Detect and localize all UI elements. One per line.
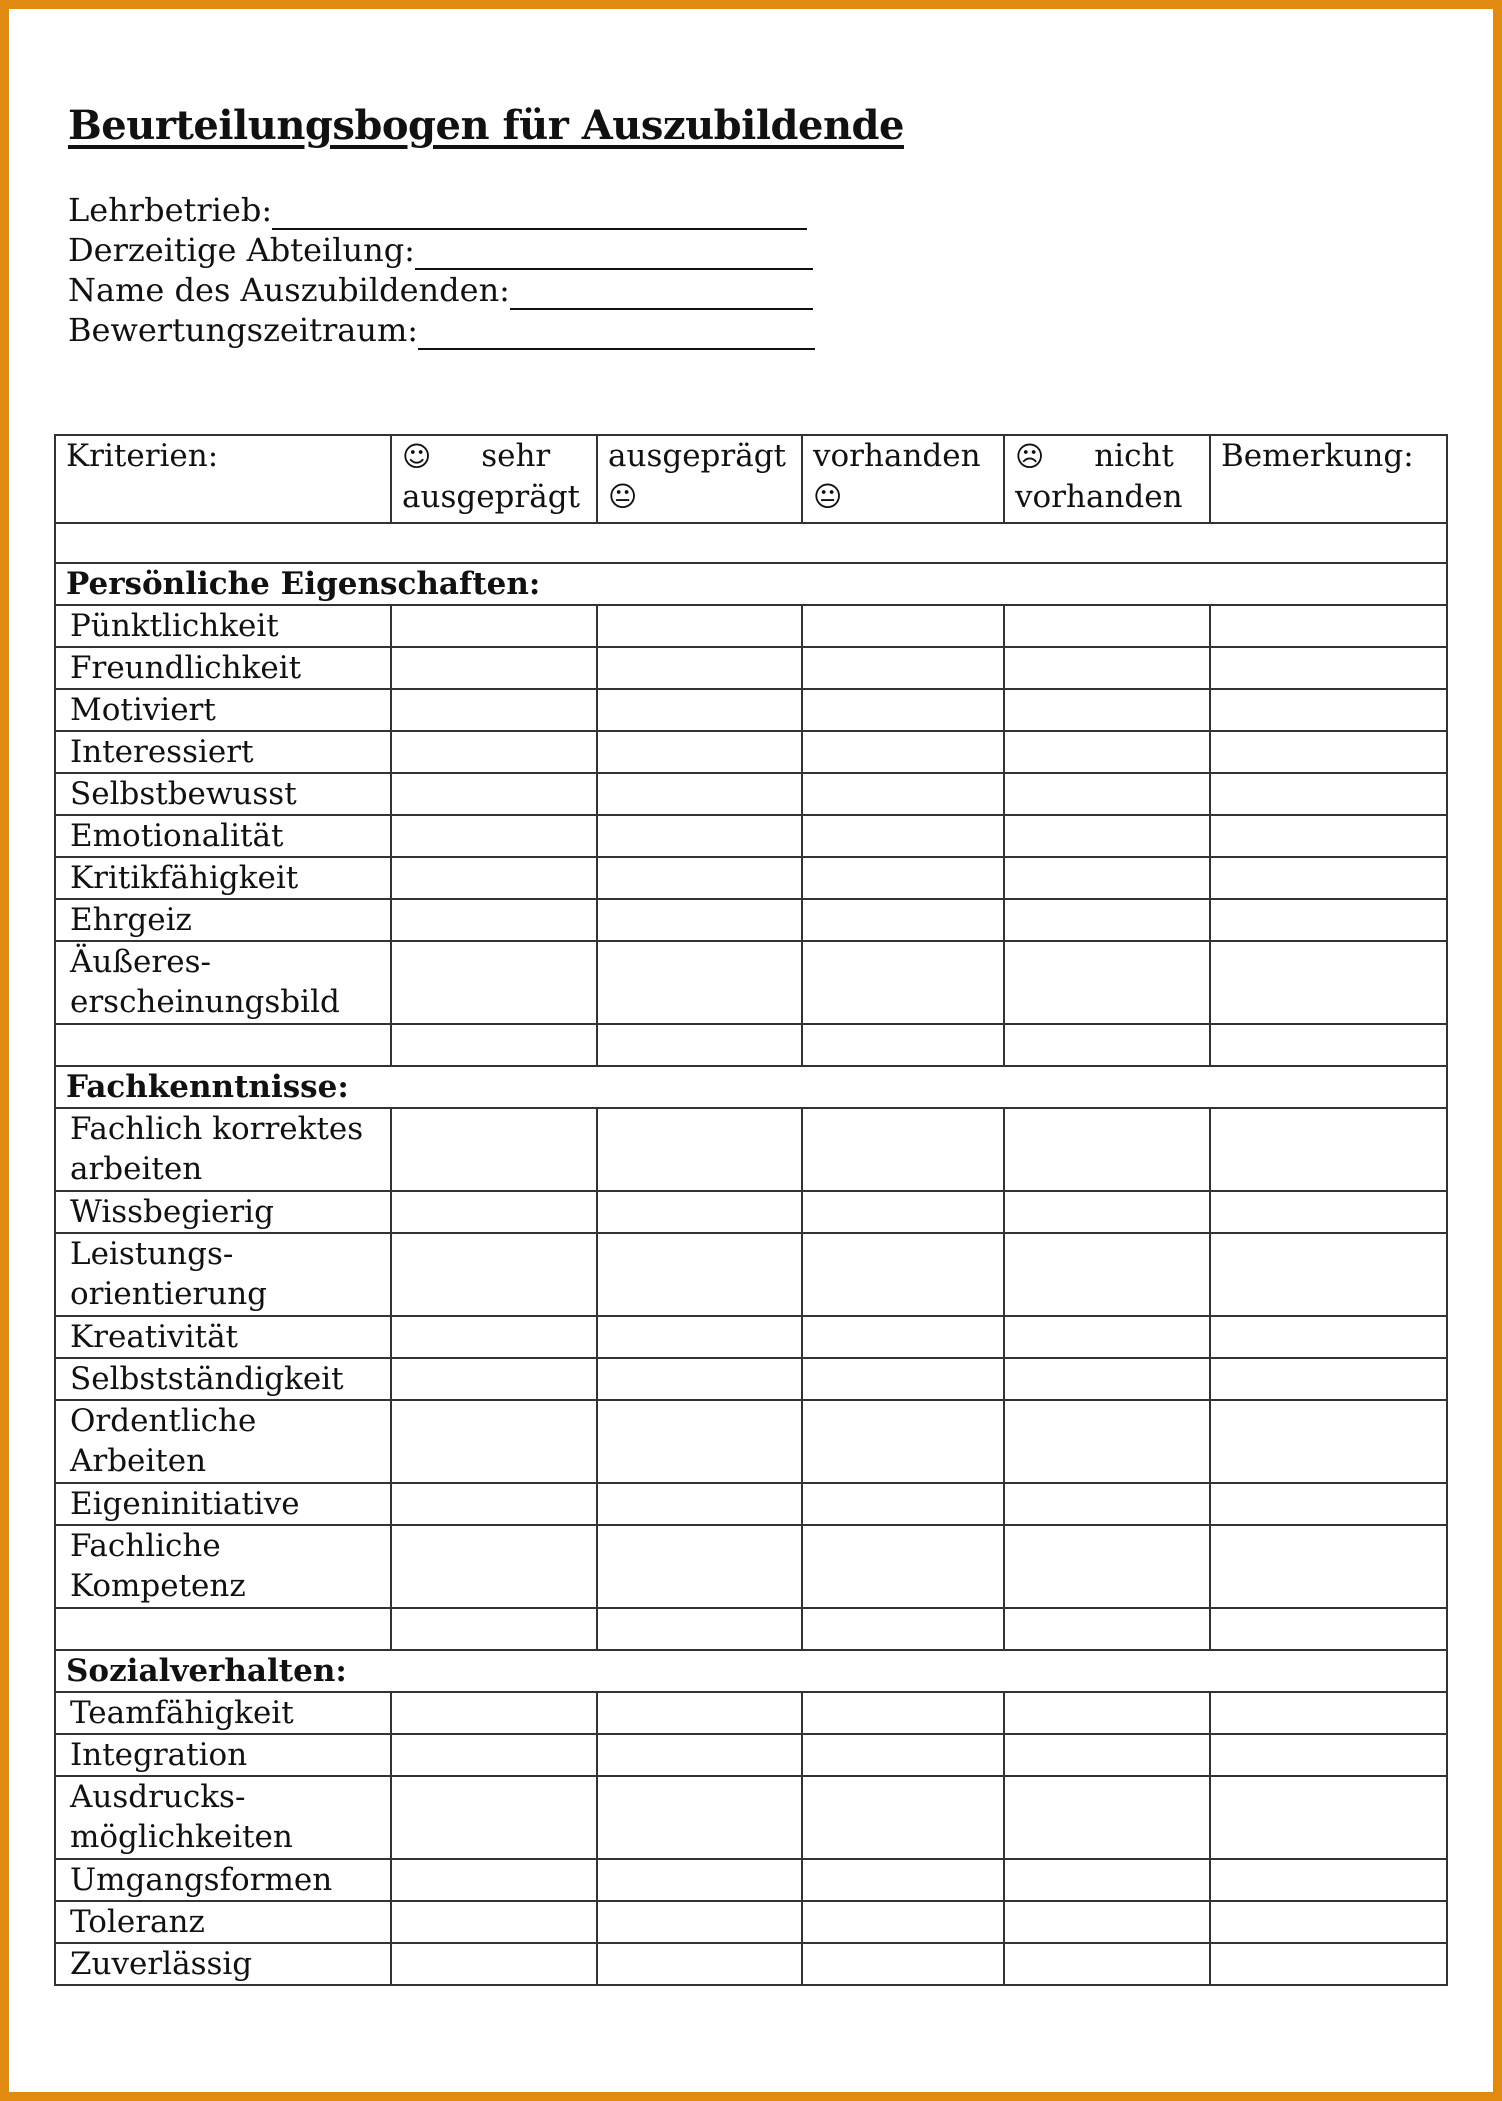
remark-cell[interactable] <box>1210 857 1447 899</box>
rating-cell[interactable] <box>1004 1483 1210 1525</box>
field-zeitraum <box>68 310 815 350</box>
zeitraum-input[interactable] <box>418 318 815 350</box>
table-row <box>55 899 1447 941</box>
remark-cell[interactable] <box>1210 1734 1447 1776</box>
rating-cell[interactable] <box>391 647 597 689</box>
header-criteria: Kriterien: <box>55 435 391 523</box>
empty-cell <box>597 1024 802 1066</box>
rating-cell[interactable] <box>391 605 597 647</box>
table-row <box>55 731 1447 773</box>
rating-cell[interactable] <box>597 1400 802 1483</box>
table-row <box>55 1108 1447 1191</box>
field-name <box>68 270 815 310</box>
header-vorhanden: vorhanden 😐 <box>802 435 1004 523</box>
remark-cell[interactable] <box>1210 1776 1447 1859</box>
rating-cell[interactable] <box>597 1525 802 1608</box>
rating-cell[interactable] <box>391 1191 597 1233</box>
rating-cell[interactable] <box>391 1108 597 1191</box>
neutral-face-icon: 😐 <box>813 480 843 513</box>
remark-cell[interactable] <box>1210 689 1447 731</box>
form-fields <box>68 190 815 350</box>
field-abteilung <box>68 230 815 270</box>
remark-cell[interactable] <box>1210 1191 1447 1233</box>
remark-cell[interactable] <box>1210 1901 1447 1943</box>
rating-cell[interactable] <box>597 689 802 731</box>
field-label: Bewertungszeitraum: <box>68 311 419 349</box>
assessment-table <box>54 434 1448 1986</box>
rating-cell[interactable] <box>1004 731 1210 773</box>
criterion-label: Zuverlässig <box>55 1943 391 1985</box>
rating-cell[interactable] <box>1004 1692 1210 1734</box>
table-row <box>55 1901 1447 1943</box>
criterion-label: Eigeninitiative <box>55 1483 391 1525</box>
rating-cell[interactable] <box>1004 1859 1210 1901</box>
section-row <box>55 1066 1447 1108</box>
abteilung-input[interactable] <box>415 238 813 270</box>
rating-cell[interactable] <box>391 1692 597 1734</box>
rating-cell[interactable] <box>1004 1233 1210 1316</box>
rating-cell[interactable] <box>1004 1901 1210 1943</box>
empty-row <box>55 1608 1447 1650</box>
rating-cell[interactable] <box>597 605 802 647</box>
rating-cell[interactable] <box>1004 1734 1210 1776</box>
rating-cell[interactable] <box>802 773 1004 815</box>
rating-cell[interactable] <box>597 773 802 815</box>
rating-cell[interactable] <box>1004 815 1210 857</box>
rating-cell[interactable] <box>391 941 597 1024</box>
table-row <box>55 1859 1447 1901</box>
rating-cell[interactable] <box>597 1483 802 1525</box>
lehrbetrieb-input[interactable] <box>272 198 807 230</box>
header-ausgepraegt: ausgeprägt 😐 <box>597 435 802 523</box>
rating-cell[interactable] <box>802 1191 1004 1233</box>
section-row <box>55 563 1447 605</box>
criterion-label: Fachlich korrektes arbeiten <box>55 1108 391 1191</box>
rating-cell[interactable] <box>802 647 1004 689</box>
rating-cell[interactable] <box>391 1483 597 1525</box>
empty-cell <box>55 1608 391 1650</box>
criterion-label: Äußeres-erscheinungsbild <box>55 941 391 1024</box>
rating-cell[interactable] <box>802 1776 1004 1859</box>
rating-cell[interactable] <box>1004 1525 1210 1608</box>
empty-cell <box>1210 1024 1447 1066</box>
table-row <box>55 1483 1447 1525</box>
remark-cell[interactable] <box>1210 647 1447 689</box>
rating-cell[interactable] <box>597 899 802 941</box>
rating-cell[interactable] <box>1004 941 1210 1024</box>
rating-cell[interactable] <box>391 1525 597 1608</box>
rating-cell[interactable] <box>597 815 802 857</box>
rating-cell[interactable] <box>802 689 1004 731</box>
remark-cell[interactable] <box>1210 1358 1447 1400</box>
remark-cell[interactable] <box>1210 1400 1447 1483</box>
table-row <box>55 1400 1447 1483</box>
form-title: Beurteilungsbogen für Auszubildende <box>68 102 904 149</box>
rating-cell[interactable] <box>802 1316 1004 1358</box>
header-bemerkung: Bemerkung: <box>1210 435 1447 523</box>
empty-cell <box>391 1024 597 1066</box>
remark-cell[interactable] <box>1210 1108 1447 1191</box>
rating-cell[interactable] <box>1004 857 1210 899</box>
rating-cell[interactable] <box>391 857 597 899</box>
remark-cell[interactable] <box>1210 899 1447 941</box>
criterion-label: Selbstbewusst <box>55 773 391 815</box>
rating-cell[interactable] <box>1004 1943 1210 1985</box>
rating-cell[interactable] <box>391 731 597 773</box>
rating-cell[interactable] <box>597 1859 802 1901</box>
rating-cell[interactable] <box>391 899 597 941</box>
criterion-label: Wissbegierig <box>55 1191 391 1233</box>
rating-cell[interactable] <box>391 773 597 815</box>
table-row <box>55 1943 1447 1985</box>
table-row <box>55 1233 1447 1316</box>
remark-cell[interactable] <box>1210 1692 1447 1734</box>
remark-cell[interactable] <box>1210 773 1447 815</box>
remark-cell[interactable] <box>1210 815 1447 857</box>
empty-cell <box>1210 1608 1447 1650</box>
criterion-label: Selbstständigkeit <box>55 1358 391 1400</box>
rating-cell[interactable] <box>391 1776 597 1859</box>
criterion-label: Emotionalität <box>55 815 391 857</box>
rating-cell[interactable] <box>597 1943 802 1985</box>
rating-cell[interactable] <box>802 731 1004 773</box>
field-label: Derzeitige Abteilung: <box>68 231 415 269</box>
rating-cell[interactable] <box>1004 899 1210 941</box>
rating-cell[interactable] <box>391 815 597 857</box>
table-row <box>55 773 1447 815</box>
criterion-label: Ausdrucks-möglichkeiten <box>55 1776 391 1859</box>
section-title: Persönliche Eigenschaften: <box>55 563 1447 605</box>
remark-cell[interactable] <box>1210 1525 1447 1608</box>
header-nicht-vorhanden: ☹ nicht vorhanden <box>1004 435 1210 523</box>
table-row <box>55 1358 1447 1400</box>
table-row <box>55 647 1447 689</box>
rating-cell[interactable] <box>802 1358 1004 1400</box>
table-row <box>55 941 1447 1024</box>
rating-cell[interactable] <box>802 1901 1004 1943</box>
remark-cell[interactable] <box>1210 1233 1447 1316</box>
section-title: Fachkenntnisse: <box>55 1066 1447 1108</box>
remark-cell[interactable] <box>1210 1316 1447 1358</box>
field-label: Lehrbetrieb: <box>68 191 273 229</box>
remark-cell[interactable] <box>1210 941 1447 1024</box>
rating-cell[interactable] <box>597 731 802 773</box>
rating-cell[interactable] <box>597 1108 802 1191</box>
empty-cell <box>1004 1024 1210 1066</box>
remark-cell[interactable] <box>1210 1943 1447 1985</box>
rating-cell[interactable] <box>597 1358 802 1400</box>
remark-cell[interactable] <box>1210 605 1447 647</box>
rating-cell[interactable] <box>391 689 597 731</box>
criterion-label: Interessiert <box>55 731 391 773</box>
neutral-face-icon: 😐 <box>608 480 638 513</box>
table-row <box>55 1316 1447 1358</box>
table-row <box>55 857 1447 899</box>
rating-cell[interactable] <box>1004 689 1210 731</box>
name-input[interactable] <box>510 278 813 310</box>
criterion-label: Leistungs-orientierung <box>55 1233 391 1316</box>
table-row <box>55 1734 1447 1776</box>
field-lehrbetrieb <box>68 190 815 230</box>
rating-cell[interactable] <box>597 1233 802 1316</box>
criterion-label: Umgangsformen <box>55 1859 391 1901</box>
rating-cell[interactable] <box>1004 1776 1210 1859</box>
rating-cell[interactable] <box>1004 773 1210 815</box>
rating-cell[interactable] <box>802 1233 1004 1316</box>
rating-cell[interactable] <box>802 1400 1004 1483</box>
empty-cell <box>802 1608 1004 1650</box>
rating-cell[interactable] <box>391 1859 597 1901</box>
rating-cell[interactable] <box>597 941 802 1024</box>
empty-row <box>55 1024 1447 1066</box>
rating-cell[interactable] <box>1004 1108 1210 1191</box>
criterion-label: Teamfähigkeit <box>55 1692 391 1734</box>
criterion-label: Integration <box>55 1734 391 1776</box>
table-row <box>55 815 1447 857</box>
rating-cell[interactable] <box>802 941 1004 1024</box>
table-row <box>55 1525 1447 1608</box>
rating-cell[interactable] <box>597 1901 802 1943</box>
rating-cell[interactable] <box>802 1943 1004 1985</box>
rating-cell[interactable] <box>1004 1400 1210 1483</box>
empty-cell <box>597 1608 802 1650</box>
empty-cell <box>55 1024 391 1066</box>
table-row <box>55 1692 1447 1734</box>
spacer-row <box>55 523 1447 563</box>
section-row <box>55 1650 1447 1692</box>
remark-cell[interactable] <box>1210 731 1447 773</box>
header-sehr-ausgepraegt: ☺ sehr ausgeprägt <box>391 435 597 523</box>
rating-cell[interactable] <box>391 1316 597 1358</box>
rating-cell[interactable] <box>802 1859 1004 1901</box>
rating-cell[interactable] <box>802 1734 1004 1776</box>
criterion-label: Kreativität <box>55 1316 391 1358</box>
rating-cell[interactable] <box>391 1358 597 1400</box>
rating-cell[interactable] <box>802 1692 1004 1734</box>
rating-cell[interactable] <box>597 647 802 689</box>
empty-cell <box>391 1608 597 1650</box>
rating-cell[interactable] <box>802 1108 1004 1191</box>
remark-cell[interactable] <box>1210 1859 1447 1901</box>
rating-cell[interactable] <box>597 1692 802 1734</box>
table-row <box>55 1776 1447 1859</box>
rating-cell[interactable] <box>391 1901 597 1943</box>
rating-cell[interactable] <box>802 1483 1004 1525</box>
rating-cell[interactable] <box>597 1191 802 1233</box>
rating-cell[interactable] <box>597 857 802 899</box>
criterion-label: Ehrgeiz <box>55 899 391 941</box>
rating-cell[interactable] <box>802 605 1004 647</box>
smiley-icon: ☺ <box>402 440 432 473</box>
rating-cell[interactable] <box>597 1734 802 1776</box>
rating-cell[interactable] <box>1004 647 1210 689</box>
table-row <box>55 605 1447 647</box>
rating-cell[interactable] <box>802 1525 1004 1608</box>
rating-cell[interactable] <box>391 1400 597 1483</box>
rating-cell[interactable] <box>1004 1191 1210 1233</box>
remark-cell[interactable] <box>1210 1483 1447 1525</box>
rating-cell[interactable] <box>391 1734 597 1776</box>
criterion-label: Freundlichkeit <box>55 647 391 689</box>
rating-cell[interactable] <box>802 815 1004 857</box>
criterion-label: Motiviert <box>55 689 391 731</box>
rating-cell[interactable] <box>391 1943 597 1985</box>
table-row <box>55 1191 1447 1233</box>
rating-cell[interactable] <box>597 1776 802 1859</box>
criterion-label: Fachliche Kompetenz <box>55 1525 391 1608</box>
frown-face-icon: ☹ <box>1015 440 1045 473</box>
rating-cell[interactable] <box>802 857 1004 899</box>
criterion-label: Toleranz <box>55 1901 391 1943</box>
table-row <box>55 689 1447 731</box>
field-label: Name des Auszubildenden: <box>68 271 510 309</box>
rating-cell[interactable] <box>802 899 1004 941</box>
rating-cell[interactable] <box>597 1316 802 1358</box>
section-title: Sozialverhalten: <box>55 1650 1447 1692</box>
rating-cell[interactable] <box>1004 1358 1210 1400</box>
criterion-label: Ordentliche Arbeiten <box>55 1400 391 1483</box>
criterion-label: Pünktlichkeit <box>55 605 391 647</box>
table-header-row <box>55 435 1447 523</box>
criterion-label: Kritikfähigkeit <box>55 857 391 899</box>
rating-cell[interactable] <box>1004 605 1210 647</box>
empty-cell <box>802 1024 1004 1066</box>
rating-cell[interactable] <box>391 1233 597 1316</box>
rating-cell[interactable] <box>1004 1316 1210 1358</box>
empty-cell <box>1004 1608 1210 1650</box>
